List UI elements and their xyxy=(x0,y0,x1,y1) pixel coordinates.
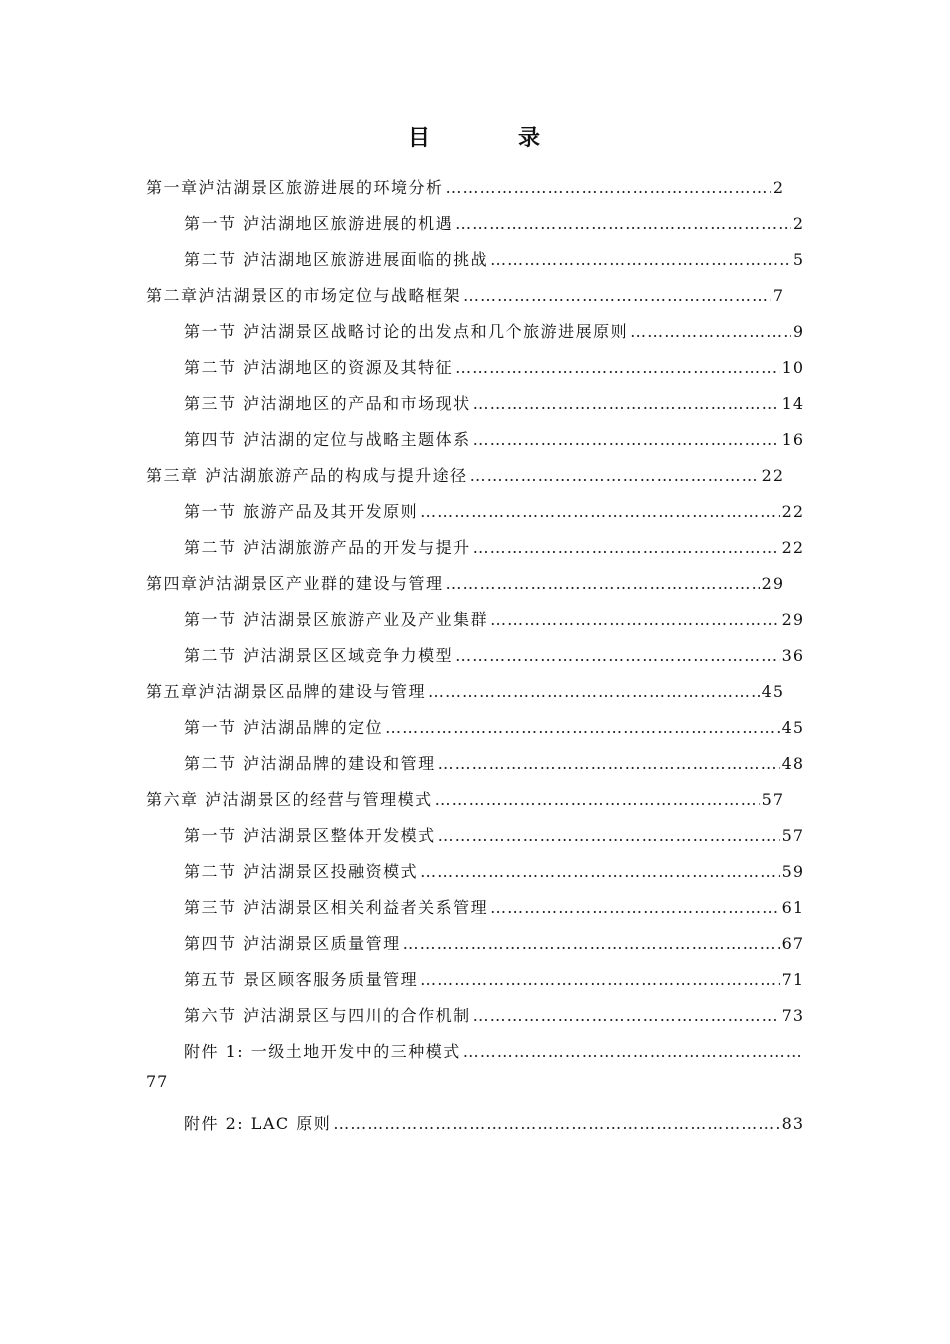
toc-leader-dots xyxy=(473,393,780,415)
toc-entry-page-number: 29 xyxy=(761,574,784,593)
toc-section-entry[interactable] xyxy=(184,1005,804,1027)
toc-entry-title: 第五章泸沽湖景区品牌的建设与管理 xyxy=(146,682,427,701)
toc-leader-dots xyxy=(473,1005,780,1027)
toc-entry-row xyxy=(184,1113,804,1135)
toc-section-entry[interactable] xyxy=(184,321,804,343)
toc-entry-row xyxy=(184,1041,804,1063)
toc-section-entry[interactable] xyxy=(184,357,804,379)
toc-entry-title: 第三章 泸沽湖旅游产品的构成与提升途径 xyxy=(146,466,468,485)
toc-entry-row xyxy=(184,861,804,883)
toc-section-entry[interactable] xyxy=(184,537,804,559)
toc-entry-page-number: 83 xyxy=(781,1114,804,1133)
toc-leader-dots xyxy=(463,285,771,307)
toc-entry-page-number: 57 xyxy=(781,826,804,845)
toc-section-entry[interactable] xyxy=(184,501,804,523)
toc-leader-dots xyxy=(438,825,780,847)
toc-entry-page-number: 16 xyxy=(781,430,804,449)
toc-entry-row xyxy=(146,465,784,487)
toc-entry-page-number: 2 xyxy=(792,214,804,233)
toc-leader-dots xyxy=(420,501,780,523)
toc-entry-row xyxy=(184,537,804,559)
toc-leader-dots xyxy=(446,573,760,595)
toc-entry-page-number: 57 xyxy=(761,790,784,809)
toc-entry-title: 第一节 泸沽湖景区整体开发模式 xyxy=(184,826,436,845)
toc-entry-row xyxy=(184,357,804,379)
toc-entry-page-number: 45 xyxy=(761,682,784,701)
toc-section-entry[interactable] xyxy=(184,969,804,991)
toc-appendix-entry[interactable] xyxy=(184,1041,804,1063)
toc-wrapped-page-number: 77 xyxy=(146,1072,169,1091)
toc-entry-row xyxy=(184,393,804,415)
toc-entry-row xyxy=(184,501,804,523)
toc-section-entry[interactable] xyxy=(184,249,804,271)
toc-leader-dots xyxy=(490,609,780,631)
toc-entry-title: 第二节 泸沽湖景区投融资模式 xyxy=(184,862,419,881)
toc-entry-page-number: 45 xyxy=(781,718,804,737)
toc-entry-title: 第一章泸沽湖景区旅游进展的环境分析 xyxy=(146,178,444,197)
toc-title xyxy=(0,121,950,152)
toc-leader-dots xyxy=(455,645,780,667)
toc-section-entry[interactable] xyxy=(184,717,804,739)
toc-entry-title: 第二节 泸沽湖景区区域竞争力模型 xyxy=(184,646,454,665)
toc-section-entry[interactable] xyxy=(184,213,804,235)
toc-entry-row xyxy=(184,321,804,343)
toc-entry-row xyxy=(184,213,804,235)
toc-entry-row xyxy=(184,897,804,919)
toc-title-part2: 录 xyxy=(518,126,543,151)
toc-entry-row xyxy=(184,1005,804,1027)
toc-entry-title: 第一节 旅游产品及其开发原则 xyxy=(184,502,419,521)
toc-entry-page-number: 22 xyxy=(781,502,804,521)
toc-section-entry[interactable] xyxy=(184,933,804,955)
toc-section-entry[interactable] xyxy=(184,897,804,919)
toc-leader-dots xyxy=(490,249,791,271)
toc-entry-row xyxy=(146,681,784,703)
toc-appendix-entry[interactable] xyxy=(184,1113,804,1135)
toc-entry-title: 第二章泸沽湖景区的市场定位与战略框架 xyxy=(146,286,462,305)
toc-entry-row xyxy=(184,753,804,775)
toc-entry-title: 第五节 景区顾客服务质量管理 xyxy=(184,970,419,989)
toc-entry-row xyxy=(184,933,804,955)
toc-chapter-entry[interactable] xyxy=(146,681,784,703)
toc-entry-page-number: 67 xyxy=(781,934,804,953)
toc-section-entry[interactable] xyxy=(184,861,804,883)
toc-entry-title: 第四节 泸沽湖景区质量管理 xyxy=(184,934,401,953)
toc-entry-title: 第一节 泸沽湖景区旅游产业及产业集群 xyxy=(184,610,489,629)
toc-entry-title: 第二节 泸沽湖旅游产品的开发与提升 xyxy=(184,538,471,557)
toc-leader-dots xyxy=(470,465,760,487)
toc-entry-row xyxy=(146,789,784,811)
toc-leader-dots xyxy=(435,789,760,811)
toc-section-entry[interactable] xyxy=(184,393,804,415)
toc-entry-page-number: 61 xyxy=(781,898,804,917)
toc-entry-row xyxy=(146,177,784,199)
toc-leader-dots xyxy=(438,753,780,775)
toc-entry-title: 第三节 泸沽湖地区的产品和市场现状 xyxy=(184,394,471,413)
toc-entry-page-number: 7 xyxy=(772,286,784,305)
toc-entry-title: 第二节 泸沽湖品牌的建设和管理 xyxy=(184,754,436,773)
toc-leader-dots xyxy=(455,213,791,235)
toc-leader-dots xyxy=(490,897,780,919)
toc-chapter-entry[interactable] xyxy=(146,285,784,307)
toc-entry-title: 第六节 泸沽湖景区与四川的合作机制 xyxy=(184,1006,471,1025)
toc-section-entry[interactable] xyxy=(184,429,804,451)
toc-entry-title: 第四章泸沽湖景区产业群的建设与管理 xyxy=(146,574,444,593)
toc-entry-title: 第一节 泸沽湖品牌的定位 xyxy=(184,718,384,737)
toc-section-entry[interactable] xyxy=(184,825,804,847)
toc-entry-title: 第二节 泸沽湖地区的资源及其特征 xyxy=(184,358,454,377)
toc-section-entry[interactable] xyxy=(184,645,804,667)
toc-entry-title: 附件 2: LAC 原则 xyxy=(184,1114,332,1133)
toc-leader-dots xyxy=(473,537,780,559)
toc-leader-dots xyxy=(385,717,780,739)
toc-entry-row xyxy=(184,429,804,451)
toc-leader-dots xyxy=(446,177,771,199)
toc-entry-title: 第三节 泸沽湖景区相关利益者关系管理 xyxy=(184,898,489,917)
toc-leader-dots xyxy=(473,429,780,451)
toc-leader-dots xyxy=(428,681,760,703)
toc-entry-title: 第四节 泸沽湖的定位与战略主题体系 xyxy=(184,430,471,449)
toc-entry-page-number: 2 xyxy=(772,178,784,197)
toc-entry-page-number: 29 xyxy=(781,610,804,629)
toc-leader-dots xyxy=(455,357,780,379)
toc-entry-page-number: 22 xyxy=(781,538,804,557)
toc-chapter-entry[interactable] xyxy=(146,573,784,595)
toc-entry-row xyxy=(184,969,804,991)
toc-entry-page-number: 48 xyxy=(781,754,804,773)
toc-entry-row xyxy=(184,717,804,739)
toc-entry-page-number: 9 xyxy=(792,322,804,341)
toc-entry-row xyxy=(184,249,804,271)
toc-entry-title: 第一节 泸沽湖地区旅游进展的机遇 xyxy=(184,214,454,233)
toc-entry-page-number: 10 xyxy=(781,358,804,377)
toc-entry-row xyxy=(146,573,784,595)
toc-entry-title: 第一节 泸沽湖景区战略讨论的出发点和几个旅游进展原则 xyxy=(184,322,629,341)
toc-entry-title: 第六章 泸沽湖景区的经营与管理模式 xyxy=(146,790,433,809)
toc-entry-row xyxy=(184,645,804,667)
toc-leader-dots xyxy=(333,1113,779,1135)
toc-entry-row xyxy=(146,285,784,307)
toc-entry-page-number: 36 xyxy=(781,646,804,665)
toc-chapter-entry[interactable] xyxy=(146,789,784,811)
toc-chapter-entry[interactable] xyxy=(146,177,784,199)
toc-leader-dots xyxy=(463,1041,802,1063)
toc-entry-page-number: 59 xyxy=(781,862,804,881)
toc-leader-dots xyxy=(630,321,791,343)
toc-entry-page-number: 5 xyxy=(792,250,804,269)
toc-entry-title: 第二节 泸沽湖地区旅游进展面临的挑战 xyxy=(184,250,489,269)
toc-title-part1: 目 xyxy=(407,126,432,151)
toc-entry-row xyxy=(184,609,804,631)
toc-section-entry[interactable] xyxy=(184,609,804,631)
toc-leader-dots xyxy=(420,861,780,883)
toc-entry-row xyxy=(184,825,804,847)
toc-chapter-entry[interactable] xyxy=(146,465,784,487)
toc-entry-page-number: 22 xyxy=(761,466,784,485)
toc-leader-dots xyxy=(420,969,780,991)
toc-entry-title: 附件 1: 一级土地开发中的三种模式 xyxy=(184,1042,461,1061)
toc-entry-page-number: 73 xyxy=(781,1006,804,1025)
toc-leader-dots xyxy=(403,933,780,955)
toc-entry-page-number: 14 xyxy=(781,394,804,413)
toc-section-entry[interactable] xyxy=(184,753,804,775)
toc-entry-page-number: 71 xyxy=(781,970,804,989)
